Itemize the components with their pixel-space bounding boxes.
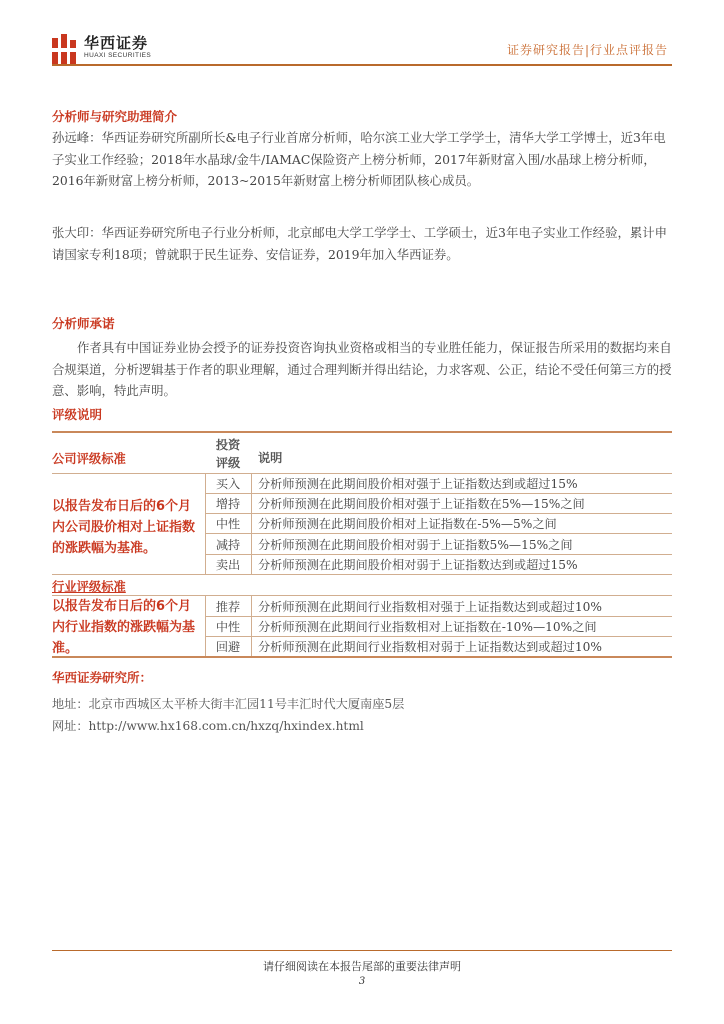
logo-chinese-name: 华西证券 <box>84 34 149 52</box>
table-rule <box>205 493 672 494</box>
rating-avoid: 回避 <box>215 640 241 654</box>
company-rating-basis: 以报告发布日后的6个月内公司股价相对上证指数的涨跌幅为基准。 <box>52 499 196 556</box>
analyst-bio-2: 张大印：华西证券研究所电子行业分析师，北京邮电大学工学学士、工学硕士，近3年电子实业工作经验，累计申请国家专利18项；曾就职于民生证券、安信证券，2019年加入华西证券。 <box>52 225 668 262</box>
table-rule <box>52 473 672 474</box>
rating-header-line1: 投资 <box>215 438 241 452</box>
logo-english-name: HUAXI SECURITIES <box>84 52 152 59</box>
rating-table-top-rule <box>52 431 672 433</box>
table-rule <box>205 554 672 555</box>
rating-table-bottom-rule <box>52 656 672 658</box>
rating-industry-neutral-desc: 分析师预测在此期间行业指数相对上证指数在-10%—10%之间 <box>258 620 597 634</box>
rating-underweight: 减持 <box>215 538 241 552</box>
rating-avoid-desc: 分析师预测在此期间行业指数相对弱于上证指数达到或超过10% <box>258 640 602 654</box>
header-divider <box>52 64 672 66</box>
institute-title: 华西证券研究所： <box>52 670 153 685</box>
rating-sell: 卖出 <box>215 558 241 572</box>
rating-overweight: 增持 <box>215 497 241 511</box>
rating-industry-neutral: 中性 <box>215 620 241 634</box>
rating-buy: 买入 <box>215 477 241 491</box>
industry-rating-basis: 以报告发布日后的6个月内行业指数的涨跌幅为基准。 <box>52 599 196 656</box>
institute-address: 地址：北京市西城区太平桥大街丰汇园11号丰汇时代大厦南座5层 <box>52 697 405 711</box>
huaxi-logo-icon <box>52 34 78 64</box>
report-type-label: 证券研究报告|行业点评报告 <box>506 43 668 57</box>
description-header: 说明 <box>258 451 283 465</box>
commitment-section-title: 分析师承诺 <box>52 316 115 331</box>
table-rule <box>205 636 672 637</box>
rating-recommend-desc: 分析师预测在此期间行业指数相对强于上证指数达到或超过10% <box>258 600 602 614</box>
company-rating-header: 公司评级标准 <box>52 452 126 466</box>
rating-recommend: 推荐 <box>215 600 241 614</box>
industry-rating-header: 行业评级标准 <box>52 580 126 594</box>
footer-divider <box>52 950 672 951</box>
column-divider <box>251 596 252 656</box>
table-rule <box>205 616 672 617</box>
analysts-section-title: 分析师与研究助理简介 <box>52 109 178 124</box>
table-rule <box>205 513 672 514</box>
rating-sell-desc: 分析师预测在此期间股价相对弱于上证指数达到或超过15% <box>258 558 578 572</box>
table-rule <box>52 574 672 575</box>
analyst-bio-1: 孙远峰：华西证券研究所副所长&电子行业首席分析师，哈尔滨工业大学工学学士，清华大学工学博士，近3年电子实业工作经验；2018年水晶球/金牛/IAMAC保险资产上榜分析师，2017年新财富入围/水晶球上榜分析师，2016年新财富上榜分析师，2013~2015年新财富上榜分析师团队核心成员。 <box>52 130 666 188</box>
column-divider <box>251 474 252 574</box>
rating-neutral-desc: 分析师预测在此期间股价相对上证指数在-5%—5%之间 <box>258 517 557 531</box>
rating-section-title: 评级说明 <box>52 407 103 422</box>
legal-disclaimer: 请仔细阅读在本报告尾部的重要法律声明 <box>263 960 461 973</box>
rating-underweight-desc: 分析师预测在此期间股价相对弱于上证指数5%—15%之间 <box>258 538 573 552</box>
rating-buy-desc: 分析师预测在此期间股价相对强于上证指数达到或超过15% <box>258 477 578 491</box>
table-rule <box>205 533 672 534</box>
rating-header-line2: 评级 <box>215 456 241 470</box>
commitment-text: 作者具有中国证券业协会授予的证券投资咨询执业资格或相当的专业胜任能力，保证报告所采用的数据均来自合规渠道，分析逻辑基于作者的职业理解，通过合理判断并得出结论，力求客观、公正，结论不受任何第三方的授意、影响，特此声明。 <box>52 340 672 398</box>
rating-neutral: 中性 <box>215 517 241 531</box>
page-number: 3 <box>358 976 366 987</box>
rating-overweight-desc: 分析师预测在此期间股价相对强于上证指数在5%—15%之间 <box>258 497 585 511</box>
institute-website: 网址：http://www.hx168.com.cn/hxzq/hxindex.html <box>52 719 364 733</box>
